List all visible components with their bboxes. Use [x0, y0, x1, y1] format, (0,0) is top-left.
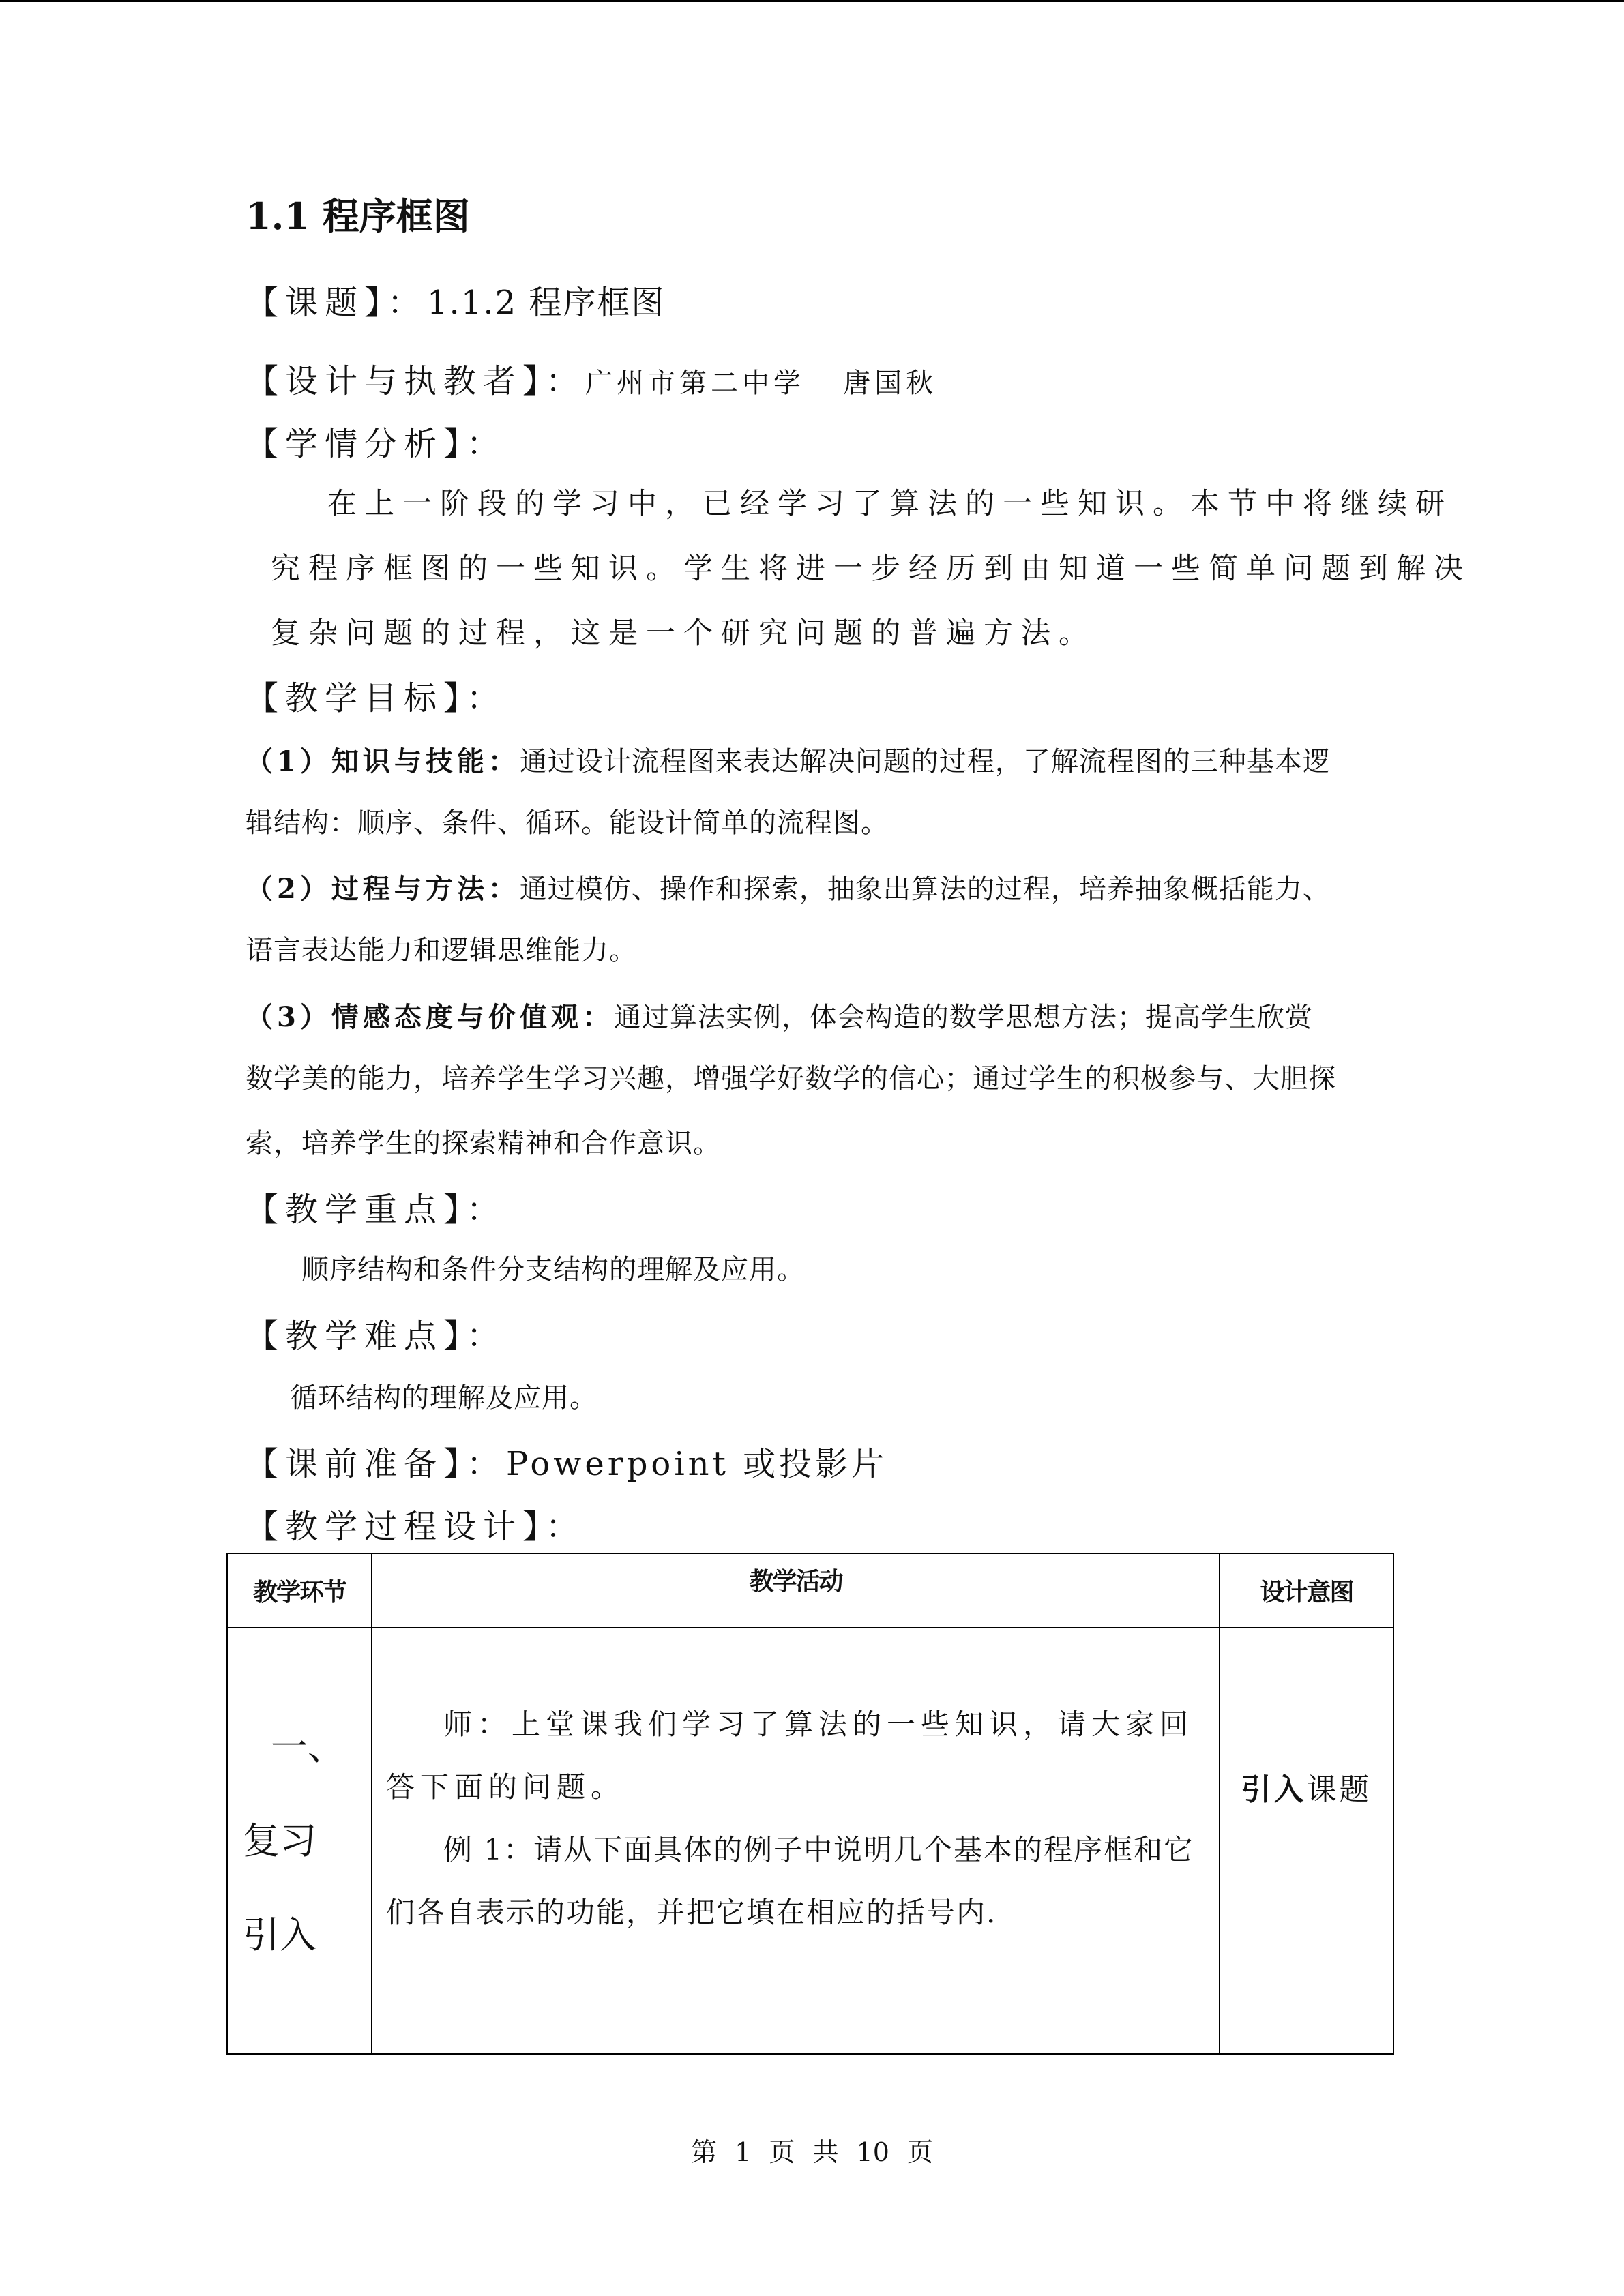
topic-line	[246, 276, 665, 323]
stage-line-2: 复习	[243, 1819, 316, 1862]
objective-1-text: 通过设计流程图来表达解决问题的过程，了解流程图的三种基本逻	[519, 746, 1331, 777]
author-line	[246, 355, 937, 402]
preparation-label: 【课前准备】：	[246, 1445, 507, 1483]
objective-3-cont-2: 索，培养学生的探索精神和合作意识。	[246, 1128, 721, 1159]
teaching-process-table	[226, 1553, 1394, 2055]
author-value: 广州市第二中学 唐国秋	[585, 368, 938, 399]
process-label: 【教学过程设计】：	[246, 1508, 586, 1546]
preparation-line	[246, 1437, 887, 1485]
objective-2-text: 通过模仿、操作和探索，抽象出算法的过程，培养抽象概括能力、	[519, 874, 1331, 905]
objectives-label: 【教学目标】：	[246, 679, 507, 717]
intent-cell	[1220, 1628, 1393, 2054]
analysis-label: 【学情分析】：	[246, 425, 507, 463]
objective-2-cont: 语言表达能力和逻辑思维能力。	[246, 935, 637, 966]
objective-3-lead: （3）情感态度与价值观：	[246, 1001, 614, 1033]
objective-3-cont-1: 数学美的能力，培养学生学习兴趣，增强学好数学的信心；通过学生的积极参与、大胆探	[246, 1063, 1336, 1094]
objective-2	[246, 867, 1331, 906]
topic-value: 1.1.2 程序框图	[427, 284, 666, 322]
activity-paragraph-2: 例 1：请从下面具体的例子中说明几个基本的程序框和它们各自表示的功能，并把它填在相应的括号内.	[386, 1833, 1194, 1929]
header-activity: 教学活动	[372, 1553, 1220, 1628]
page-top-border	[0, 0, 1624, 2]
objective-3	[246, 996, 1313, 1034]
topic-label: 【课题】：	[246, 284, 428, 322]
difficulties-text: 循环结构的理解及应用。	[290, 1382, 597, 1414]
stage-cell	[227, 1628, 372, 2054]
stage-line-1: 一、	[271, 1725, 344, 1768]
table-header-row	[227, 1553, 1393, 1628]
table-row	[227, 1628, 1393, 2054]
objective-1	[246, 740, 1331, 779]
objective-3-text: 通过算法实例，体会构造的数学思想方法；提高学生欣赏	[613, 1002, 1313, 1033]
stage-line-3: 引入	[243, 1913, 316, 1956]
intent-bold: 引入	[1241, 1772, 1307, 1807]
activity-cell	[372, 1628, 1220, 2054]
activity-paragraph-1: 师：上堂课我们学习了算法的一些知识，请大家回答下面的问题。	[386, 1708, 1194, 1804]
key-points-text: 顺序结构和条件分支结构的理解及应用。	[301, 1254, 805, 1285]
objective-1-cont: 辑结构：顺序、条件、循环。能设计简单的流程图。	[246, 807, 889, 839]
analysis-line-1: 在上一阶段的学习中，已经学习了算法的一些知识。本节中将继续研	[327, 487, 1453, 521]
difficulties-label: 【教学难点】：	[246, 1317, 507, 1355]
author-label: 【设计与执教者】：	[246, 362, 586, 400]
intent-rest: 课题	[1306, 1772, 1372, 1807]
document-title: 1.1 程序框图	[246, 194, 470, 238]
header-intent: 设计意图	[1220, 1553, 1393, 1628]
preparation-value: Powerpoint 或投影片	[506, 1445, 888, 1483]
page-footer: 第 1 页 共 10 页	[691, 2137, 933, 2167]
objective-1-lead: （1）知识与技能：	[246, 745, 520, 777]
key-points-label: 【教学重点】：	[246, 1191, 507, 1229]
header-stage: 教学环节	[227, 1553, 372, 1628]
objective-2-lead: （2）过程与方法：	[246, 873, 520, 905]
analysis-line-3: 复杂问题的过程，这是一个研究问题的普遍方法。	[271, 616, 1096, 651]
analysis-line-2: 究程序框图的一些知识。学生将进一步经历到由知道一些简单问题到解决	[271, 552, 1471, 586]
